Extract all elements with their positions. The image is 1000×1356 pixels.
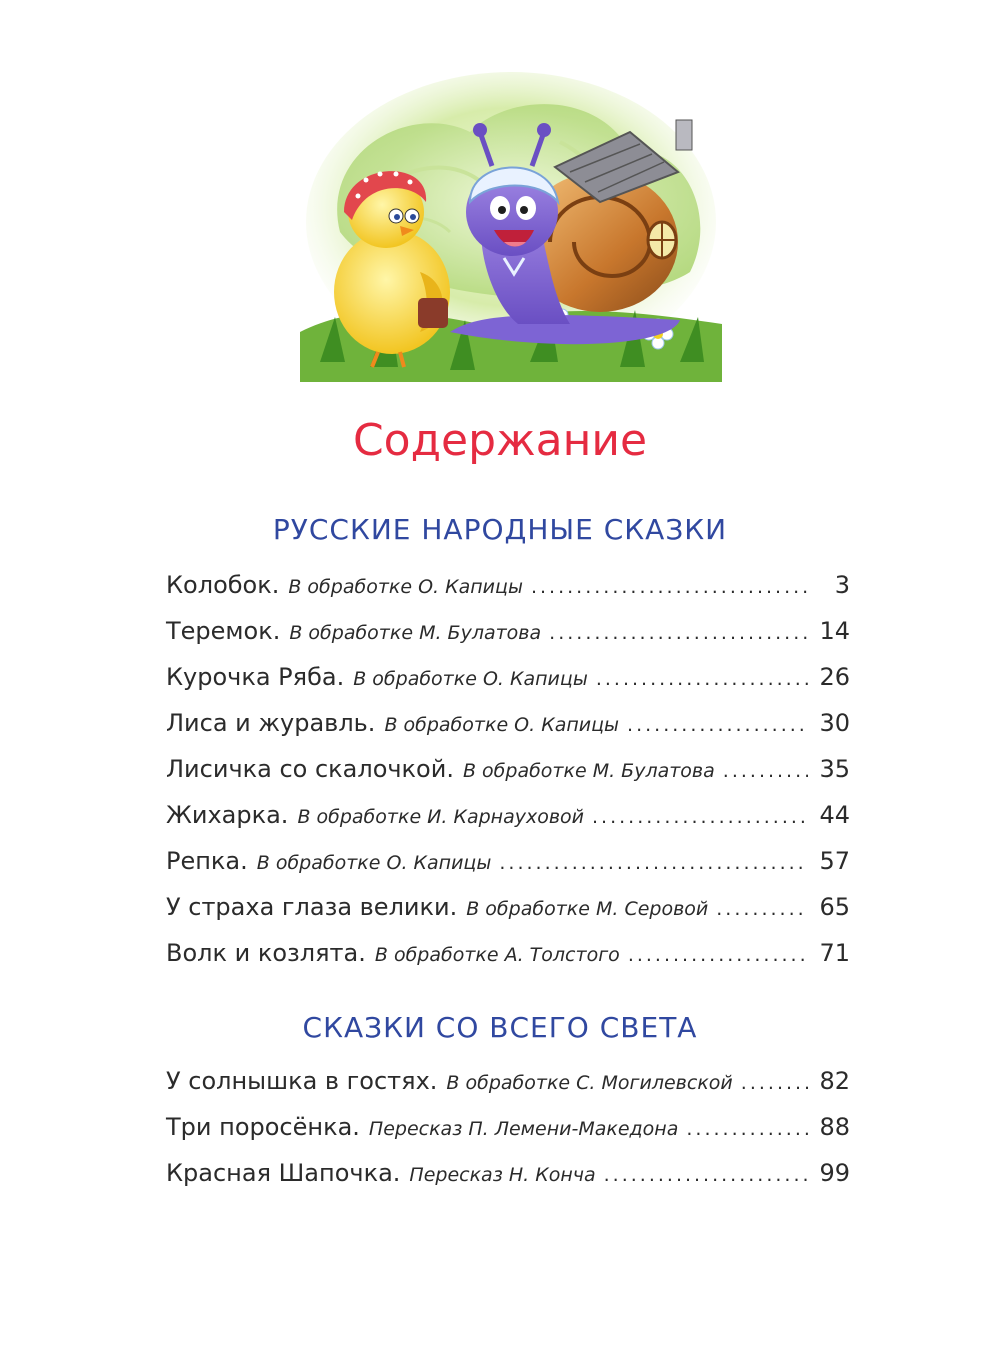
entry-page: 14: [819, 617, 850, 645]
entry-title: Жихарка.: [166, 801, 289, 829]
entry-page: 99: [819, 1159, 850, 1187]
entry-page: 57: [819, 847, 850, 875]
entry-page: 35: [819, 755, 850, 783]
toc-entry[interactable]: [166, 1058, 850, 1104]
entry-adaptation: В обработке А. Толстого: [374, 944, 620, 966]
dot-leader: [592, 794, 808, 840]
entry-adaptation: В обработке О. Капицы: [353, 668, 588, 690]
entry-page: 65: [819, 893, 850, 921]
entry-title: Три поросёнка.: [166, 1113, 360, 1141]
entry-page: 3: [834, 571, 850, 599]
toc-entry[interactable]: [166, 838, 850, 884]
dot-leader: [723, 748, 808, 794]
dot-leader: [716, 886, 808, 932]
toc-entry[interactable]: [166, 930, 850, 976]
entry-adaptation: Пересказ Н. Конча: [409, 1164, 596, 1186]
entry-title: Красная Шапочка.: [166, 1159, 401, 1187]
dot-leader: [741, 1060, 808, 1106]
toc-list: [166, 562, 850, 976]
toc-entry[interactable]: [166, 792, 850, 838]
dot-leader: [627, 702, 808, 748]
entry-adaptation: В обработке М. Серовой: [466, 898, 709, 920]
entry-title: Теремок.: [166, 617, 281, 645]
entry-adaptation: В обработке И. Карнауховой: [297, 806, 585, 828]
section-heading: РУССКИЕ НАРОДНЫЕ СКАЗКИ: [272, 513, 728, 546]
entry-title: Лисичка со скалочкой.: [166, 755, 454, 783]
dot-leader: [549, 610, 808, 656]
entry-adaptation: Пересказ П. Лемени-Македона: [368, 1118, 679, 1140]
entry-page: 30: [819, 709, 850, 737]
dot-leader: [628, 932, 808, 978]
entry-title: Волк и козлята.: [166, 939, 366, 967]
entry-adaptation: В обработке О. Капицы: [256, 852, 492, 874]
dot-leader: [686, 1106, 808, 1152]
entry-title: Колобок.: [166, 571, 280, 599]
entry-title: У страха глаза велики.: [166, 893, 458, 921]
dot-leader: [531, 564, 808, 610]
toc-entry[interactable]: [166, 700, 850, 746]
entry-title: Репка.: [166, 847, 248, 875]
toc-entry[interactable]: [166, 1104, 850, 1150]
dot-leader: [596, 656, 808, 702]
entry-adaptation: В обработке О. Капицы: [288, 576, 523, 598]
toc-list: [166, 1058, 850, 1196]
entry-adaptation: В обработке М. Булатова: [462, 760, 715, 782]
toc-entry[interactable]: [166, 1150, 850, 1196]
entry-page: 26: [819, 663, 850, 691]
entry-page: 44: [819, 801, 850, 829]
entry-adaptation: В обработке О. Капицы: [384, 714, 620, 736]
page-title: Содержание: [352, 415, 648, 466]
illustration-art: [300, 62, 722, 382]
entry-page: 82: [819, 1067, 850, 1095]
entry-page: 71: [819, 939, 850, 967]
toc-entry[interactable]: [166, 608, 850, 654]
toc-entry[interactable]: [166, 562, 850, 608]
toc-entry[interactable]: [166, 654, 850, 700]
entry-title: Лиса и журавль.: [166, 709, 376, 737]
toc-entry[interactable]: [166, 746, 850, 792]
illustration: [300, 62, 722, 382]
entry-title: У солнышка в гостях.: [166, 1067, 438, 1095]
dot-leader: [499, 840, 808, 886]
entry-title: Курочка Ряба.: [166, 663, 345, 691]
dot-leader: [604, 1152, 808, 1198]
section-heading: СКАЗКИ СО ВСЕГО СВЕТА: [302, 1011, 698, 1044]
entry-page: 88: [819, 1113, 850, 1141]
entry-adaptation: В обработке М. Булатова: [289, 622, 542, 644]
toc-entry[interactable]: [166, 884, 850, 930]
entry-adaptation: В обработке С. Могилевской: [446, 1072, 733, 1094]
